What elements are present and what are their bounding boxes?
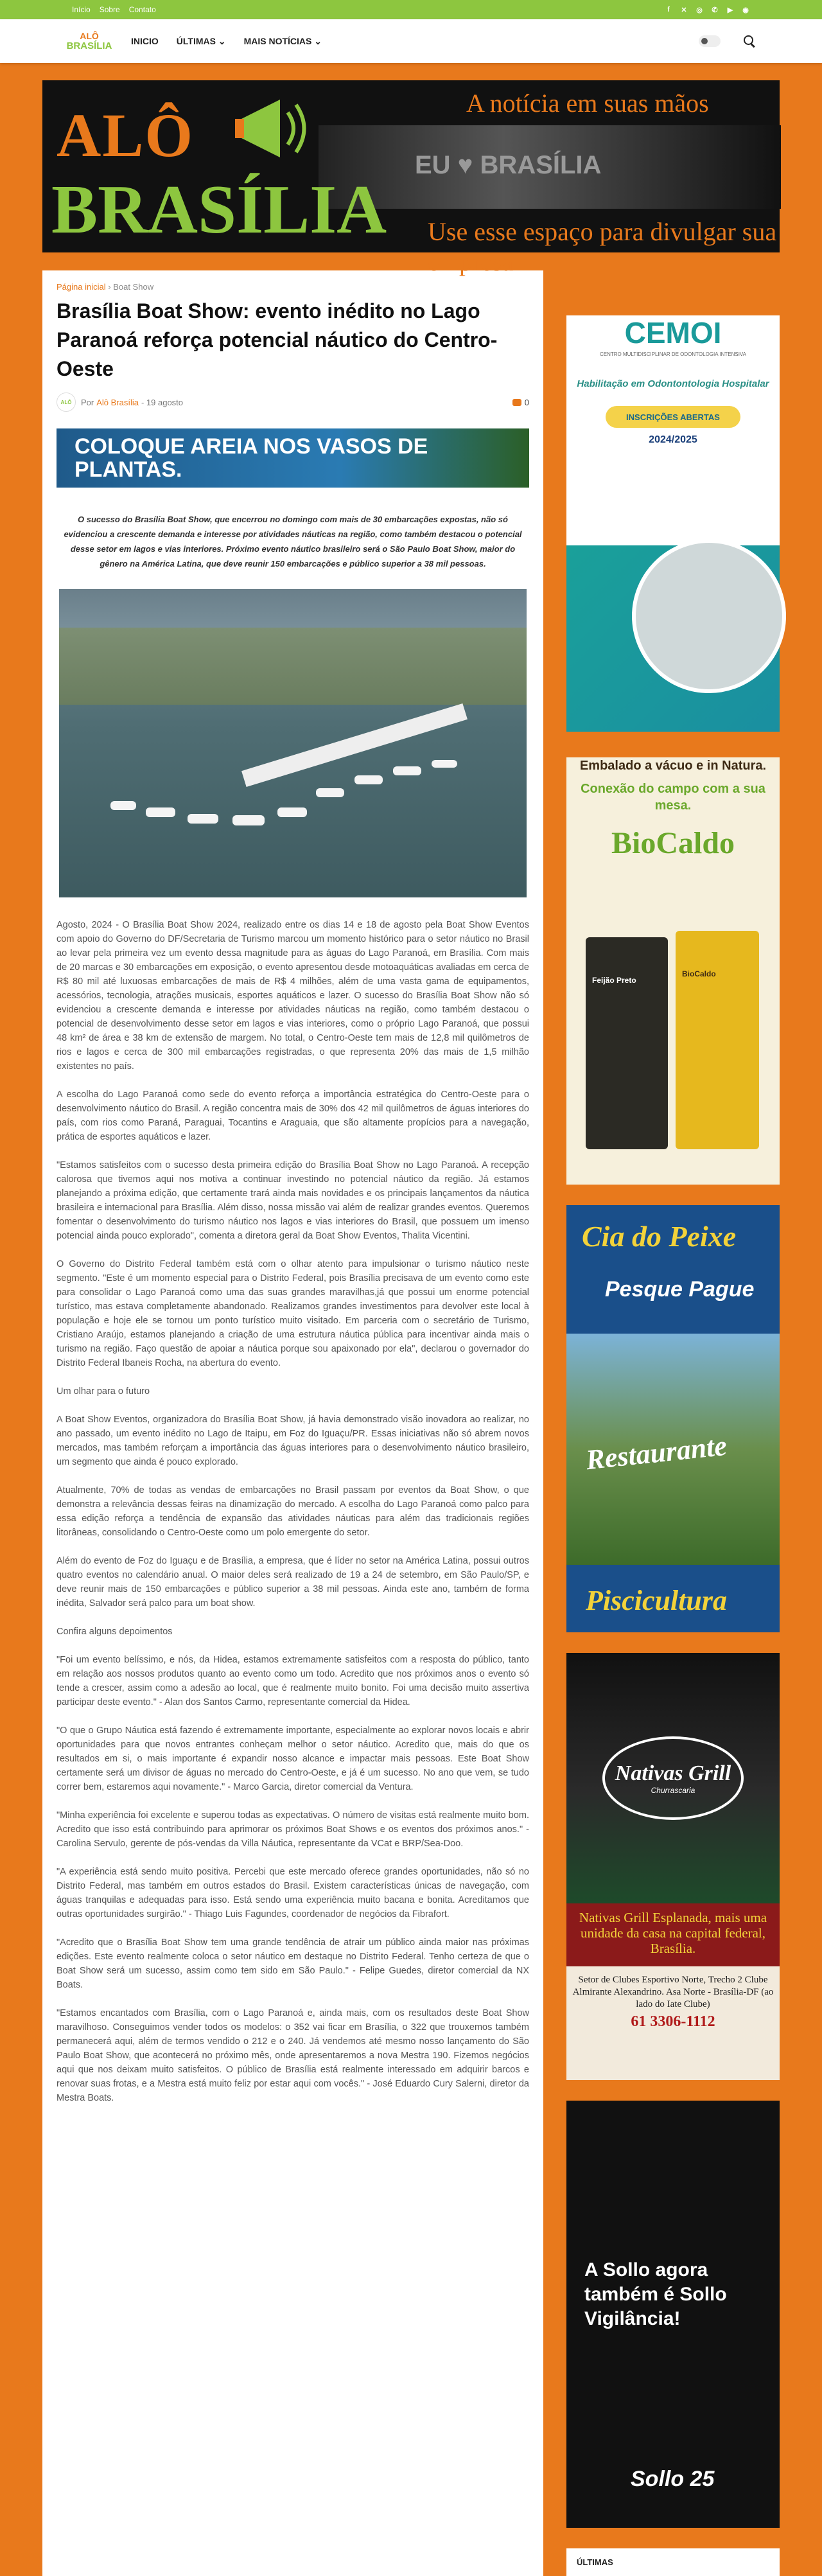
dark-mode-toggle[interactable] bbox=[699, 35, 721, 47]
photo-shore bbox=[59, 628, 527, 705]
article-paragraph: "Minha experiência foi excelente e superou todas as expectativas. O número de visitas está realmente muito bom. Acredito que isso está contribuindo para aprimorar os próximos Boat Shows e os eventos dos próximos anos." - Carolina Servulo, gerente de pós-vendas da Villa Náutica, representante da VCat e BRP/Sea-Doo. bbox=[57, 1810, 529, 1849]
sidebar-ad-biocaldo[interactable] bbox=[566, 757, 780, 1185]
sidebar-ad-nativas-grill[interactable] bbox=[566, 1653, 780, 2080]
sollo-headline: A Sollo agora também é Sollo Vigilância! bbox=[584, 2259, 727, 2329]
article-paragraph: Além do evento de Foz do Iguaçu e de Brasília, a empresa, que é líder no setor na América Latina, possui outros quatro eventos no calendário anual. O maior deles será realizado de 19 a 24 de setembro, em São Paulo/SP, e deve reunir mais de 150 embarcações e público superior a 38 mil pessoas. Ainda este ano, também de forma inédita, Salvador será palco para um boat show. bbox=[57, 1556, 529, 1609]
nav-mais-noticias[interactable] bbox=[244, 36, 322, 47]
sidebar bbox=[566, 270, 780, 2576]
banner-tagline: A notícia em suas mãos bbox=[466, 89, 709, 118]
cia-pesque-pague: Pesque Pague bbox=[605, 1277, 755, 1301]
comment-count: 0 bbox=[524, 397, 529, 407]
bag-label: BioCaldo bbox=[682, 969, 716, 978]
header-banner-ad[interactable] bbox=[42, 80, 780, 276]
article-paragraph: A escolha do Lago Paranoá como sede do evento reforça a importância estratégica do Centro-Oeste para o desenvolvimento náutico do Brasil. A região concentra mais de 30% dos 42 mil quilômetros de águas interiores do país, com rios como Paraná, Paraguai, Tocantins e Araguaia, que são altamente propícios para a navegação, prática de esportes aquáticos e lazer. bbox=[57, 1090, 529, 1142]
logo-line-2: BRASÍLIA bbox=[66, 40, 112, 51]
cemoi-subtitle: CENTRO MULTIDISCIPLINAR DE ODONTOLOGIA INTENSIVA bbox=[599, 351, 747, 357]
whatsapp-icon[interactable]: ✆ bbox=[712, 6, 718, 14]
nav-inicio[interactable]: INICIO bbox=[131, 35, 159, 46]
avatar: ALÔ bbox=[57, 393, 76, 412]
article-paragraph: "O que o Grupo Náutica está fazendo é extremamente importante, especialmente ao explorar novos locais e abrir oportunidades para que novos entrantes conheçam melhor o setor náutico. Acredito que, mais do que os resultados em si, o mais importante é expandir nosso alcance e impactar mais pessoas. Este Boat Show certamente será um divisor de águas no mercado do Centro-Oeste, e já é um sucesso. No ano que vem, se tudo correr bem, estaremos aqui novamente." - Marco Garcia, diretor comercial da Ventura. bbox=[57, 1725, 529, 1792]
chevron-down-icon: ⌄ bbox=[314, 35, 322, 46]
nativas-address: Setor de Clubes Esportivo Norte, Trecho 2 Clube Almirante Alexandrino. Asa Norte - Brasília-DF (ao lado do Iate Clube) bbox=[572, 1975, 774, 2009]
instagram-icon[interactable]: ◎ bbox=[696, 6, 703, 14]
biocaldo-brand: BioCaldo bbox=[611, 826, 735, 860]
biocaldo-line-1: Embalado a vácuo e in Natura. bbox=[579, 759, 767, 773]
breadcrumb-home[interactable]: Página inicial bbox=[57, 282, 106, 292]
top-links bbox=[72, 5, 156, 14]
megaphone-icon bbox=[235, 93, 312, 164]
banner-brasilia: BRASÍLIA bbox=[51, 172, 387, 248]
photo-boats bbox=[98, 743, 496, 846]
biocaldo-bag-yellow bbox=[676, 931, 759, 1149]
cemoi-logo: CEMOI bbox=[624, 316, 722, 349]
banner-photo bbox=[319, 125, 781, 209]
article-main-image bbox=[59, 589, 527, 897]
chevron-down-icon: ⌄ bbox=[218, 35, 226, 46]
biocaldo-bag-black bbox=[586, 937, 668, 1149]
article-title: Brasília Boat Show: evento inédito no Lago Paranoá reforça potencial náutico do Centro-Oeste bbox=[57, 299, 498, 380]
article-paragraph: Agosto, 2024 - O Brasília Boat Show 2024, realizado entre os dias 14 e 18 de agosto pela Boat Show Eventos com apoio do Governo do DF/Secretaria de Turismo marcou um momento histórico para o setor náutico no Brasil ao levar pela primeira vez um evento dessa magnitude para as águas do Lago Paranoá, em Brasília. Com mais de 20 marcas e 30 embarcações em exposição, o evento apresentou desde motoaquáticas avaliadas em cerca de R$ 80 mil até luxuosas embarcações de mais de R$ 4 milhões, além de uma vasta gama de equipamentos, acessórios, tecnologia, atrações musicais, esportes aquáticos e lazer. O sucesso do Brasília Boat Show não só evidenciou a crescente demanda e interesse por atividades náuticas na região, como também destacou o potencial de desenvolvimento desse setor em lagos e vias interiores, como o próprio Lago Paranoá, que possui 48 km² de área e 38 km de extensão de margem. No total, o Centro-Oeste tem mais de 12,8 mil quilômetros de rios e lagos e cerca de 300 mil embarcações registradas, o que representa 20% das mais de 1,5 milhão existentes no país. bbox=[57, 920, 529, 1072]
article-subheading: Um olhar para o futuro bbox=[57, 1386, 150, 1397]
nativas-sub: Churrascaria bbox=[651, 1786, 695, 1795]
nativas-address-block bbox=[566, 1966, 780, 2080]
cia-piscicultura: Piscicultura bbox=[586, 1585, 728, 1616]
sidebar-ad-cemoi[interactable] bbox=[566, 315, 780, 732]
article-paragraph: "Estamos encantados com Brasília, com o Lago Paranoá e, ainda mais, com os resultados deste Boat Show maravilhoso. Conseguimos vender todos os modelos: o 352 vai ficar em Brasília, o 322 que trouxemos também permanecerá aqui, além de termos vendido o 212 e o 240. Já vendemos até mesmo nosso lançamento do São Paulo Boat Show, que acontecerá no próximo mês, onde apresentaremos a nova Mestra 190. Fizemos negócios aqui que nos deixam muito satisfeitos. O público de Brasília está realmente interessado em adquirir barcos e renovar suas frotas, e a Mestra está muito feliz por estar aqui com vocês." - José Eduardo Cury Salerni, diretor da Mestra Boats. bbox=[57, 2008, 529, 2103]
comments-link[interactable] bbox=[512, 398, 529, 407]
logo-line-1: ALÔ bbox=[80, 30, 99, 41]
article-paragraph: "Foi um evento belíssimo, e nós, da Hidea, estamos extremamente satisfeitos com a resposta do público, tanto em relação aos nossos produtos quanto ao evento como um todo. Acredito que nos próximos anos o evento só tende a crescer, assim como a adesão ao local, que é realmente muito bonito. Foi uma decisão muito assertiva participar deste evento." - Alan dos Santos Carmo, representante comercial da Hidea. bbox=[57, 1655, 529, 1707]
banner-photo-text: EU ♥ BRASÍLIA bbox=[415, 151, 602, 179]
nativas-logo bbox=[602, 1736, 744, 1820]
sidebar-ad-cia-do-peixe[interactable] bbox=[566, 1205, 780, 1632]
nativas-phone: 61 3306-1112 bbox=[631, 2013, 715, 2030]
cemoi-course: Habilitação em Odontontologia Hospitalar bbox=[577, 378, 769, 389]
nav-mais-noticias-label: MAIS NOTÍCIAS bbox=[243, 35, 312, 46]
cemoi-enrollment-badge: INSCRIÇÕES ABERTAS bbox=[606, 406, 740, 428]
article-paragraph: "Estamos satisfeitos com o sucesso desta primeira edição do Brasília Boat Show no Lago Paranoá. A recepção calorosa que tivemos aqui nos motiva a continuar investindo no potencial náutico da região. Já estamos planejando a próxima edição, que certamente trará ainda mais novidades e os principais lançamentos da náutica brasileira e internacional para Brasília. Além disso, nossa missão vai além de realizar grandes eventos. Queremos fomentar o desenvolvimento do turismo náutico nos lagos e vias interiores do Brasil, que possuem um imenso potencial ainda pouco explorado", comenta a diretora geral da Boat Show Eventos, Thalita Vicentini. bbox=[57, 1160, 529, 1241]
banner-alo: ALÔ bbox=[57, 101, 195, 170]
site-header bbox=[0, 19, 822, 63]
search-icon[interactable] bbox=[744, 35, 755, 47]
facebook-icon[interactable]: f bbox=[667, 6, 670, 13]
breadcrumb bbox=[57, 282, 529, 292]
comment-icon bbox=[512, 399, 521, 406]
biocaldo-line-2: Conexão do campo com a sua mesa. bbox=[581, 782, 765, 813]
article-paragraph: O Governo do Distrito Federal também está com o olhar atento para impulsionar o turismo náutico neste segmento. "Este é um momento especial para o Distrito Federal, pois Brasília precisava de um evento como este para consolidar o Lago Paranoá como uma das suas grandes maravilhas,já que possui um enorme potencial turístico, mas estava completamente abandonado. Realizamos grandes investimentos para devolver este local à população e hoje ele se tornou um ponto turístico muito visitado. Em parceria com o secretário de Turismo, Cristiano Araújo, estamos planejando a criação de uma estrutura náutica pública para incentivar ainda mais o turismo na região. Faço questão de apoiar a náutica porque sou apaixonado por ela", declarou o governador do Distrito Federal Ibaneis Rocha, na abertura do evento. bbox=[57, 1259, 529, 1368]
top-bar bbox=[0, 0, 822, 19]
cemoi-photo bbox=[632, 539, 786, 693]
article-subheading: Confira alguns depoimentos bbox=[57, 1627, 173, 1637]
main-nav bbox=[131, 36, 322, 47]
article bbox=[42, 270, 543, 2576]
rss-icon[interactable]: ◉ bbox=[742, 6, 749, 14]
article-paragraph: "Acredito que o Brasília Boat Show tem uma grande tendência de atrair um público ainda maior nas próximas edições. Este evento realmente coloca o setor náutico em destaque no Distrito Federal. Tenho certeza de que o Boat Show será um sucesso, assim como tem sido em São Paulo." - Felipe Guedes, diretor comercial da NX Boats. bbox=[57, 1937, 529, 1990]
cia-title: Cia do Peixe bbox=[582, 1220, 737, 1253]
cia-restaurante: Restaurante bbox=[584, 1429, 729, 1476]
breadcrumb-separator: › bbox=[108, 282, 111, 292]
breadcrumb-current[interactable]: Boat Show bbox=[113, 282, 154, 292]
author-link[interactable]: Alô Brasília bbox=[96, 397, 139, 407]
article-body bbox=[57, 918, 529, 2105]
nav-ultimas-label: ÚLTIMAS bbox=[176, 35, 216, 46]
post-date: - 19 agosto bbox=[141, 397, 184, 407]
site-logo[interactable] bbox=[67, 24, 112, 58]
inline-ad-banner[interactable] bbox=[57, 428, 529, 488]
bag-label: Feijão Preto bbox=[592, 976, 636, 985]
article-paragraph: Atualmente, 70% de todas as vendas de embarcações no Brasil passam por eventos da Boat Show, o que demonstra a relevância dessas feiras na dinamização do mercado. A escolha do Lago Paranoá como palco para essa edição reforça a tendência de expansão das atividades náuticas para além das tradicionais regiões litorâneas, consolidando o Centro-Oeste como um polo emergente do setor. bbox=[57, 1485, 529, 1538]
nativas-tagline: Nativas Grill Esplanada, mais uma unidade da casa na capital federal, Brasília. bbox=[566, 1903, 780, 1966]
top-link-inicio[interactable]: Início bbox=[72, 5, 91, 14]
inline-ad-text: COLOQUE AREIA NOS VASOS DE PLANTAS. bbox=[74, 434, 428, 482]
cemoi-year: 2024/2025 bbox=[649, 434, 697, 445]
article-paragraph: "A experiência está sendo muito positiva. Percebi que este mercado oferece grandes oportunidades, não só no Distrito Federal, mas também em outros estados do Brasil. Existem características únicas de navegação, com águas tranquilas e adequadas para isso. Está sendo uma experiência muito bacana e bonita. Acreditamos que outras oportunidades surgirão." - Thiago Luis Fagundes, coordenador de negócios da Fibrafort. bbox=[57, 1867, 529, 1919]
by-label: Por bbox=[81, 397, 94, 407]
social-links bbox=[664, 5, 750, 14]
top-link-sobre[interactable]: Sobre bbox=[99, 5, 120, 14]
widget-ultimas-title: ÚLTIMAS bbox=[566, 2548, 780, 2576]
sidebar-ad-sollo[interactable] bbox=[566, 2101, 780, 2528]
article-lead: O sucesso do Brasília Boat Show, que encerrou no domingo com mais de 30 embarcações expostas, não só evidenciou a crescente demanda e interesse por atividades náuticas na região, como também destacou o potencial desse setor em lagos e vias interiores. Próximo evento náutico brasileiro será o São Paulo Boat Show, maior do gênero na América Latina, que deve reunir 150 embarcações e público superior a 38 mil pessoas. bbox=[64, 515, 522, 569]
article-meta bbox=[57, 393, 529, 412]
banner-cta: Use esse espaço para divulgar sua empresa bbox=[428, 217, 777, 276]
top-link-contato[interactable]: Contato bbox=[128, 5, 156, 14]
sollo-logo: Sollo 25 bbox=[631, 2467, 715, 2491]
article-paragraph: A Boat Show Eventos, organizadora do Brasília Boat Show, já havia demonstrado visão inovadora ao realizar, no ano passado, um evento inédito no Lago de Itaipu, em Foz do Iguaçu/PR. Essas iniciativas não só abrem novos mercados, mas também reforçam a importância das águas interiores para o desenvolvimento náutico brasileiro, um segmento que ainda é pouco explorado. bbox=[57, 1415, 529, 1467]
nav-ultimas[interactable] bbox=[177, 36, 226, 47]
nativas-name: Nativas Grill bbox=[615, 1761, 731, 1785]
x-icon[interactable]: ✕ bbox=[681, 6, 687, 14]
youtube-icon[interactable]: ▶ bbox=[727, 6, 733, 14]
